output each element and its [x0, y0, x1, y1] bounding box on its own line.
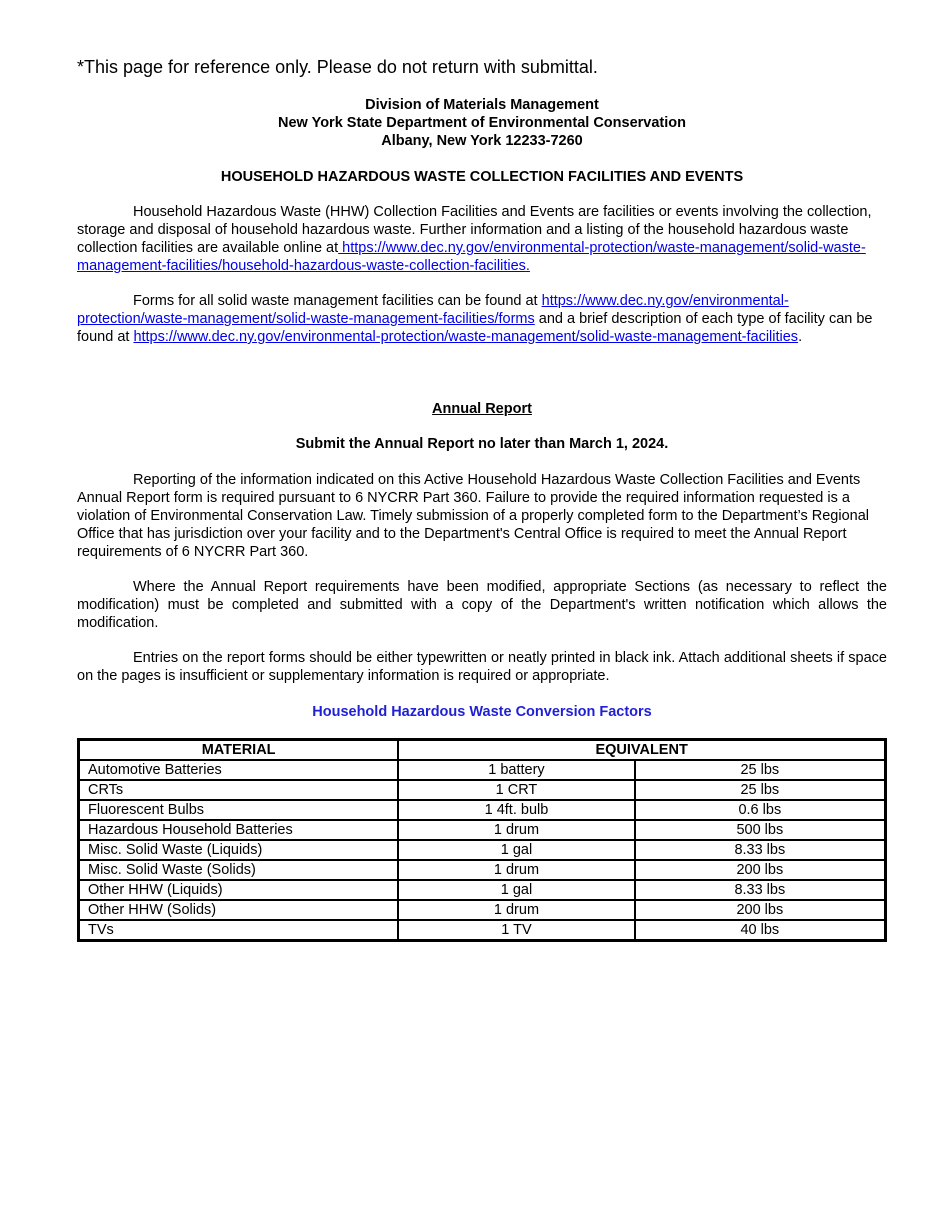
unit-cell: 1 gal [398, 880, 634, 900]
unit-cell: 1 CRT [398, 780, 634, 800]
conversion-factors-title: Household Hazardous Waste Conversion Factors [312, 704, 652, 720]
table-row [79, 900, 885, 920]
table-row [79, 820, 885, 840]
intro-text: Household Hazardous Waste (HHW) Collection Facilities and Events are facilities or events involving the collection, storage and disposal of household hazardous waste. Further information and a listing of the household hazardous waste collection facilities are available online at [77, 204, 872, 256]
unit-cell: 1 drum [398, 820, 634, 840]
forms-text-2: and a brief description of each type of facility can be found at [77, 311, 873, 345]
unit-cell: 1 drum [398, 900, 634, 920]
forms-link[interactable]: https://www.dec.ny.gov/environmental-protection/waste-management/solid-waste-management-facilities/forms [77, 293, 789, 327]
weight-cell: 25 lbs [635, 780, 885, 800]
modification-paragraph [77, 578, 887, 632]
weight-cell: 0.6 lbs [635, 800, 885, 820]
table-row [79, 800, 885, 820]
entries-text: Entries on the report forms should be either typewritten or neatly printed in black ink. Attach additional sheets if space on the pages is insufficient or supplementary information is required or appropriate. [77, 650, 887, 684]
unit-cell: 1 TV [398, 920, 634, 940]
material-cell: Misc. Solid Waste (Liquids) [79, 840, 398, 860]
intro-end: . [525, 258, 530, 274]
material-column-header: MATERIAL [79, 740, 398, 760]
material-cell: CRTs [79, 780, 398, 800]
table-row [79, 880, 885, 900]
material-cell: Hazardous Household Batteries [79, 820, 398, 840]
reference-note: *This page for reference only. Please do not return with submittal. [77, 57, 598, 77]
address-city: Albany, New York 12233-7260 [381, 133, 583, 149]
unit-cell: 1 drum [398, 860, 634, 880]
material-cell: Misc. Solid Waste (Solids) [79, 860, 398, 880]
facility-descriptions-link[interactable]: https://www.dec.ny.gov/environmental-protection/waste-management/solid-waste-management-facilities [133, 329, 799, 345]
forms-end: . [798, 329, 803, 345]
table-row [79, 920, 885, 940]
material-cell: Fluorescent Bulbs [79, 800, 398, 820]
table-row [79, 760, 885, 780]
forms-paragraph [77, 292, 887, 346]
entries-paragraph [77, 649, 887, 685]
hhw-facilities-link[interactable]: https://www.dec.ny.gov/environmental-protection/waste-management/solid-waste-management-facilities/household-hazardous-waste-collection-facilities [77, 240, 866, 274]
material-cell: Automotive Batteries [79, 760, 398, 780]
table-header-row [79, 740, 885, 760]
reporting-text: Reporting of the information indicated on this Active Household Hazardous Waste Collection Facilities and Events Annual Report form is required pursuant to 6 NYCRR Part 360. Failure to provide the required information requested is a violation of Environmental Conservation Law. Timely submission of a properly completed form to the Department’s Regional Office that has jurisdiction over your facility and to the Department's Central Office is required to meet the Annual Report requirements of 6 NYCRR Part 360. [77, 472, 869, 560]
annual-report-deadline: Submit the Annual Report no later than March 1, 2024. [295, 436, 669, 452]
equivalent-column-header: EQUIVALENT [398, 740, 885, 760]
table-row [79, 860, 885, 880]
weight-cell: 8.33 lbs [635, 840, 885, 860]
table-row [79, 780, 885, 800]
weight-cell: 25 lbs [635, 760, 885, 780]
forms-text-1: Forms for all solid waste management facilities can be found at [133, 293, 542, 309]
material-cell: TVs [79, 920, 398, 940]
address-block [77, 96, 887, 150]
address-division: Division of Materials Management [365, 97, 599, 113]
modification-text: Where the Annual Report requirements have been modified, appropriate Sections (as necessary to reflect the modification) must be completed and submitted with a copy of the Department's written notification which allows the modification. [77, 579, 887, 631]
table-row [79, 840, 885, 860]
conversion-factors-table [77, 738, 887, 942]
weight-cell: 200 lbs [635, 860, 885, 880]
weight-cell: 8.33 lbs [635, 880, 885, 900]
unit-cell: 1 battery [398, 760, 634, 780]
unit-cell: 1 gal [398, 840, 634, 860]
material-cell: Other HHW (Liquids) [79, 880, 398, 900]
material-cell: Other HHW (Solids) [79, 900, 398, 920]
document-title: HOUSEHOLD HAZARDOUS WASTE COLLECTION FACILITIES AND EVENTS [220, 169, 744, 185]
unit-cell: 1 4ft. bulb [398, 800, 634, 820]
weight-cell: 200 lbs [635, 900, 885, 920]
weight-cell: 500 lbs [635, 820, 885, 840]
reporting-paragraph [77, 471, 887, 561]
intro-paragraph [77, 203, 887, 275]
address-department: New York State Department of Environmental Conservation [278, 115, 686, 131]
weight-cell: 40 lbs [635, 920, 885, 940]
annual-report-heading: Annual Report [432, 401, 532, 417]
